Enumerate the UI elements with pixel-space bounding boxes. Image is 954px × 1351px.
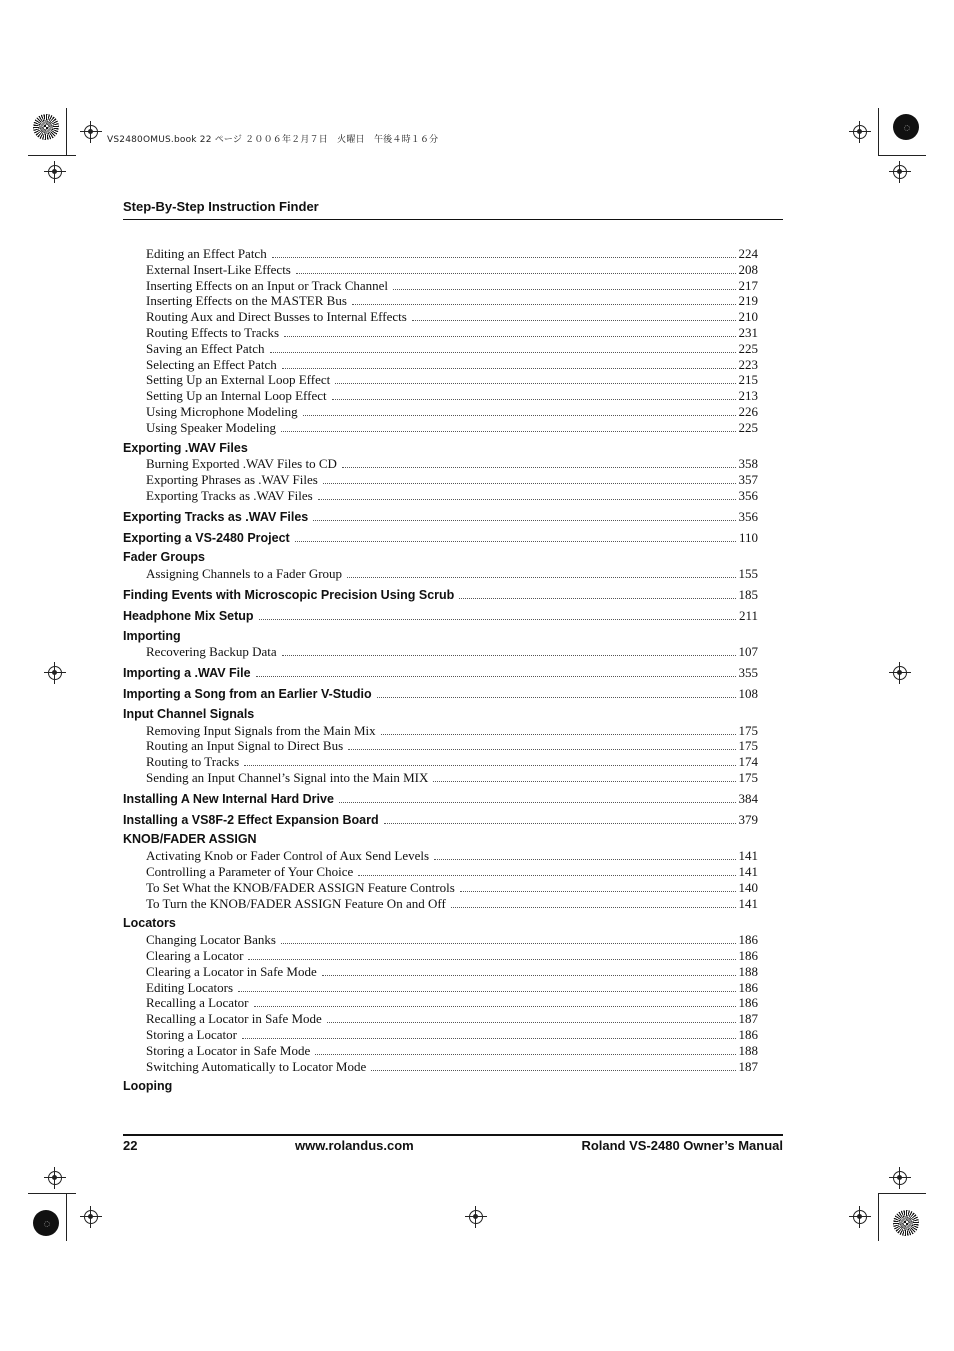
index-entry [146, 1043, 758, 1059]
index-heading [123, 509, 758, 525]
dot-leader [384, 823, 736, 824]
crosshair-mark-icon [44, 161, 66, 183]
registration-target-icon [893, 1210, 919, 1236]
entry-page-number: 384 [738, 790, 758, 806]
dot-leader [281, 431, 736, 432]
dot-leader [377, 697, 736, 698]
dot-leader [318, 499, 736, 500]
entry-text: Importing [123, 628, 181, 643]
entry-page-number: 141 [738, 895, 758, 911]
entry-page-number: 357 [738, 472, 758, 488]
dot-leader [281, 943, 736, 944]
index-heading [123, 665, 758, 681]
index-entry [146, 896, 758, 912]
entry-text: Clearing a Locator in Safe Mode [146, 963, 317, 979]
entry-text: Sending an Input Channel’s Signal into the Main MIX [146, 770, 429, 785]
index-entry [146, 995, 758, 1011]
index-entry [146, 325, 758, 341]
entry-text: External Insert-Like Effects [146, 261, 291, 277]
crosshair-mark-icon [465, 1206, 487, 1228]
entry-page-number: 210 [738, 309, 758, 325]
index-entry [146, 880, 758, 896]
entry-text: Recalling a Locator in Safe Mode [146, 1011, 322, 1027]
entry-page-number: 140 [738, 879, 758, 895]
dot-leader [339, 802, 736, 803]
dot-leader [459, 598, 735, 599]
index-heading [123, 1079, 758, 1093]
index-entry [146, 723, 758, 739]
entry-page-number: 185 [738, 587, 758, 602]
entry-page-number: 175 [738, 738, 758, 754]
entry-page-number: 225 [738, 340, 758, 356]
entry-page-number: 231 [738, 325, 758, 340]
entry-text: Assigning Channels to a Fader Group [146, 566, 343, 582]
entry-page-number: 379 [738, 811, 758, 827]
dot-leader [332, 399, 736, 400]
entry-page-number: 188 [738, 963, 758, 979]
dot-leader [295, 541, 736, 542]
index-heading [123, 832, 758, 846]
entry-page-number: 186 [738, 1027, 758, 1042]
entry-page-number: 141 [738, 864, 758, 879]
index-heading [123, 791, 758, 807]
index-entry [146, 488, 758, 504]
entry-page-number: 213 [738, 388, 758, 404]
website-url: www.rolandus.com [295, 1138, 414, 1153]
entry-page-number: 141 [738, 848, 758, 864]
index-entry [146, 770, 758, 786]
entry-text: Removing Input Signals from the Main Mix [146, 722, 376, 738]
entry-page-number: 223 [738, 356, 758, 372]
index-entry [146, 980, 758, 996]
index-entry [146, 754, 758, 770]
entry-text: Fader Groups [123, 550, 205, 565]
entry-page-number: 175 [738, 722, 758, 738]
entry-page-number: 225 [738, 419, 758, 435]
entry-text: Exporting .WAV Files [123, 440, 248, 455]
entry-text: Exporting Tracks as .WAV Files [146, 488, 313, 503]
entry-text: Setting Up an Internal Loop Effect [146, 388, 327, 404]
crosshair-mark-icon [44, 1167, 66, 1189]
entry-text: Using Speaker Modeling [146, 419, 276, 435]
index-heading [123, 812, 758, 828]
index-entry [146, 932, 758, 948]
entry-page-number: 356 [738, 508, 758, 524]
dot-leader [254, 1006, 736, 1007]
entry-page-number: 186 [738, 979, 758, 995]
entry-page-number: 358 [738, 456, 758, 472]
index-entry [146, 1027, 758, 1043]
dot-leader [460, 891, 736, 892]
index-entry [146, 246, 758, 262]
index-entry [146, 420, 758, 436]
dot-leader [371, 1070, 735, 1071]
dot-leader [303, 415, 736, 416]
entry-text: Setting Up an External Loop Effect [146, 372, 331, 388]
entry-text: Importing a .WAV File [123, 666, 251, 681]
entry-page-number: 226 [738, 404, 758, 419]
entry-text: Selecting an Effect Patch [146, 356, 277, 372]
dot-leader [282, 655, 736, 656]
dot-leader [242, 1038, 736, 1039]
entry-page-number: 174 [738, 754, 758, 770]
index-heading [123, 629, 758, 643]
dot-leader [393, 289, 735, 290]
crosshair-mark-icon [889, 161, 911, 183]
entry-page-number: 108 [738, 686, 758, 701]
index-entry [146, 472, 758, 488]
crosshair-mark-icon [889, 1167, 911, 1189]
entry-text: To Turn the KNOB/FADER ASSIGN Feature On and Off [146, 895, 446, 911]
index-heading [123, 707, 758, 721]
index-entry [146, 293, 758, 309]
page-number: 22 [123, 1138, 138, 1153]
entry-text: Installing a VS8F-2 Effect Expansion Board [123, 812, 379, 827]
crosshair-mark-icon [849, 1206, 871, 1228]
entry-text: Exporting Phrases as .WAV Files [146, 472, 318, 488]
entry-text: Inserting Effects on an Input or Track Channel [146, 277, 389, 293]
entry-page-number: 186 [738, 932, 758, 948]
entry-page-number: 355 [738, 665, 758, 681]
entry-text: KNOB/FADER ASSIGN [123, 832, 257, 847]
dot-leader [284, 336, 735, 337]
index-entry [146, 864, 758, 880]
entry-text: Exporting a VS-2480 Project [123, 530, 290, 545]
index-entry [146, 372, 758, 388]
entry-text: Editing an Effect Patch [146, 246, 267, 261]
dot-leader [412, 320, 736, 321]
entry-page-number: 188 [738, 1042, 758, 1058]
dot-leader [238, 991, 735, 992]
manual-title: Roland VS-2480 Owner’s Manual [581, 1138, 783, 1153]
crosshair-mark-icon [80, 121, 102, 143]
dot-leader [348, 749, 735, 750]
index-entry [146, 964, 758, 980]
crosshair-mark-icon [80, 1206, 102, 1228]
entry-text: Locators [123, 916, 176, 931]
entry-text: Burning Exported .WAV Files to CD [146, 456, 337, 472]
index-entry [146, 341, 758, 357]
dot-leader [352, 304, 736, 305]
entry-text: Recalling a Locator [146, 995, 249, 1011]
dot-leader [256, 676, 736, 677]
dot-leader [347, 577, 735, 578]
dot-leader [282, 368, 736, 369]
index-entry [146, 388, 758, 404]
entry-text: Importing a Song from an Earlier V-Studio [123, 687, 372, 701]
entry-text: Controlling a Parameter of Your Choice [146, 864, 354, 879]
dot-leader [296, 273, 736, 274]
footer-rule [123, 1134, 783, 1136]
entry-page-number: 219 [738, 293, 758, 309]
entry-page-number: 110 [738, 529, 758, 545]
index-entry [146, 848, 758, 864]
entry-page-number: 107 [738, 644, 758, 660]
entry-text: Looping [123, 1079, 173, 1094]
entry-text: Saving an Effect Patch [146, 340, 265, 356]
dot-leader [248, 959, 735, 960]
dot-leader [322, 975, 736, 976]
dot-leader [434, 859, 735, 860]
entry-text: Using Microphone Modeling [146, 404, 298, 419]
entry-text: Activating Knob or Fader Control of Aux Send Levels [146, 848, 430, 864]
entry-text: Editing Locators [146, 979, 234, 995]
entry-page-number: 186 [738, 948, 758, 963]
entry-text: Finding Events with Microscopic Precision Using Scrub [123, 588, 455, 602]
registration-target-icon [33, 114, 59, 140]
dot-leader [323, 483, 736, 484]
entry-text: Installing A New Internal Hard Drive [123, 791, 334, 806]
dot-leader [327, 1022, 736, 1023]
index-entry [146, 404, 758, 420]
header-rule [123, 219, 783, 220]
entry-text: Recovering Backup Data [146, 644, 277, 660]
crosshair-mark-icon [889, 662, 911, 684]
index-entry [146, 644, 758, 660]
entry-text: Switching Automatically to Locator Mode [146, 1058, 367, 1074]
entry-text: Routing Aux and Direct Busses to Internal Effects [146, 309, 407, 325]
dot-leader [358, 875, 735, 876]
index-heading [123, 916, 758, 930]
index-entry [146, 948, 758, 964]
entry-text: Routing an Input Signal to Direct Bus [146, 738, 344, 754]
entry-page-number: 155 [738, 566, 758, 582]
entry-text: Clearing a Locator [146, 948, 244, 963]
entry-page-number: 224 [738, 246, 758, 261]
dot-leader [259, 619, 736, 620]
entry-text: To Set What the KNOB/FADER ASSIGN Feature Controls [146, 879, 455, 895]
dot-leader [433, 781, 735, 782]
dot-leader [381, 734, 736, 735]
index-heading [123, 608, 758, 624]
registration-target-icon [33, 1210, 59, 1236]
index-entry [146, 309, 758, 325]
entry-page-number: 215 [738, 372, 758, 388]
print-info-line: VS2480OMUS.book 22 ページ ２００６年２月７日 火曜日 午後４時１６分 [107, 135, 439, 145]
dot-leader [272, 257, 736, 258]
index-heading [123, 550, 758, 564]
dot-leader [335, 383, 735, 384]
index-heading [123, 530, 758, 546]
dot-leader [313, 520, 735, 521]
entry-page-number: 211 [738, 607, 758, 623]
index-entry [146, 456, 758, 472]
index-entry [146, 1059, 758, 1075]
entry-page-number: 187 [738, 1058, 758, 1074]
entry-text: Routing to Tracks [146, 754, 240, 770]
index-entry [146, 357, 758, 373]
index-heading [123, 441, 758, 455]
dot-leader [342, 467, 736, 468]
entry-page-number: 187 [738, 1011, 758, 1027]
entry-page-number: 208 [738, 261, 758, 277]
entry-text: Exporting Tracks as .WAV Files [123, 509, 309, 524]
index-entry [146, 278, 758, 294]
entry-text: Input Channel Signals [123, 706, 255, 721]
page-header-title: Step-By-Step Instruction Finder [123, 199, 319, 214]
index-entry [146, 262, 758, 278]
entry-page-number: 175 [738, 770, 758, 785]
dot-leader [315, 1054, 735, 1055]
index-heading [123, 587, 758, 603]
index-entry [146, 738, 758, 754]
dot-leader [244, 765, 735, 766]
entry-page-number: 356 [738, 488, 758, 503]
dot-leader [451, 907, 736, 908]
entry-page-number: 186 [738, 995, 758, 1011]
crosshair-mark-icon [44, 662, 66, 684]
entry-text: Storing a Locator in Safe Mode [146, 1042, 311, 1058]
crosshair-mark-icon [849, 121, 871, 143]
index-entry [146, 566, 758, 582]
entry-text: Routing Effects to Tracks [146, 325, 280, 340]
entry-page-number: 217 [738, 277, 758, 293]
entry-text: Changing Locator Banks [146, 932, 276, 948]
dot-leader [270, 352, 736, 353]
index-entry [146, 1011, 758, 1027]
entry-text: Storing a Locator [146, 1027, 237, 1042]
index-heading [123, 686, 758, 702]
registration-target-icon [893, 114, 919, 140]
entry-text: Inserting Effects on the MASTER Bus [146, 293, 347, 309]
entry-text: Headphone Mix Setup [123, 608, 254, 623]
